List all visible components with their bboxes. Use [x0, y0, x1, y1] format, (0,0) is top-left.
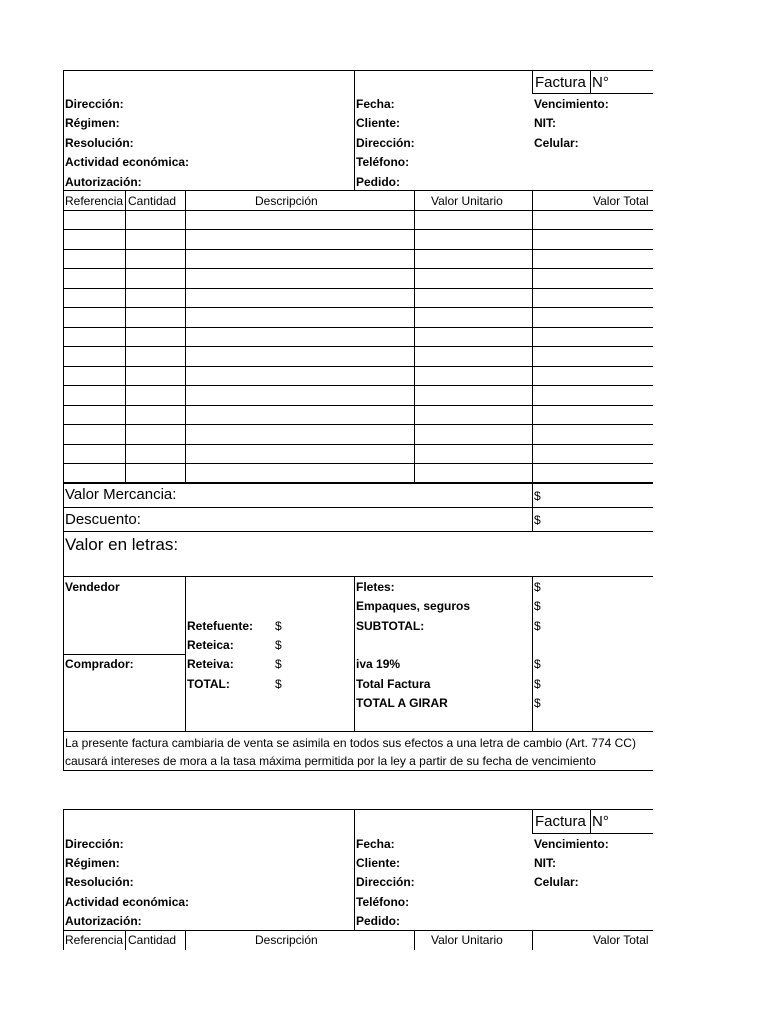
- table-row-line: [63, 463, 653, 464]
- field-nit: NIT:: [534, 856, 556, 870]
- factura-box-left: [532, 809, 533, 834]
- reteica-currency: $: [275, 638, 282, 652]
- form-left-border: [63, 70, 64, 770]
- field-pedido: Pedido:: [356, 175, 400, 189]
- field-autorizacion: Autorización:: [65, 175, 142, 189]
- descuento-currency: $: [534, 513, 541, 527]
- factura-label: Factura: [535, 813, 586, 830]
- reteica-label: Reteica:: [187, 638, 234, 652]
- factura-label: Factura: [535, 74, 586, 91]
- field-direccion-emisor: Dirección:: [65, 837, 124, 851]
- table-row-line: [63, 229, 653, 230]
- factura-box-divider: [590, 809, 591, 834]
- field-autorizacion: Autorización:: [65, 914, 142, 928]
- col-header-referencia: Referencia: [65, 194, 124, 208]
- field-resolucion: Resolución:: [65, 875, 134, 889]
- table-row-line: [63, 444, 653, 445]
- col-header-valor-total: Valor Total: [593, 194, 649, 208]
- empaques-label: Empaques, seguros: [356, 599, 471, 613]
- retefuente-currency: $: [275, 619, 282, 633]
- table-column-line: [185, 190, 186, 482]
- fletes-currency: $: [534, 580, 541, 594]
- comprador-label: Comprador:: [65, 657, 134, 671]
- table-header-top-border: [63, 190, 653, 191]
- col-header-valor-unitario: Valor Unitario: [431, 933, 503, 947]
- field-fecha: Fecha:: [356, 97, 395, 111]
- fletes-label: Fletes:: [356, 580, 395, 594]
- col-header-descripcion: Descripción: [255, 933, 318, 947]
- legal-line-1: La presente factura cambiaria de venta se asimila en todos sus efectos a una letra de cambio (Art. 774 CC): [65, 736, 636, 750]
- total-retenciones-currency: $: [275, 677, 282, 691]
- table-row-line: [63, 307, 653, 308]
- col-header-valor-total: Valor Total: [593, 933, 649, 947]
- field-vencimiento: Vencimiento:: [534, 97, 609, 111]
- valor-mercancia-label: Valor Mercancia:: [65, 486, 177, 503]
- field-cliente: Cliente:: [356, 116, 401, 130]
- field-fecha: Fecha:: [356, 837, 395, 851]
- legal-notice: [64, 732, 653, 770]
- empaques-currency: $: [534, 599, 541, 613]
- factura-box-left: [532, 70, 533, 94]
- field-actividad-economica: Actividad económica:: [65, 155, 190, 169]
- bottom-divider-middle: [354, 576, 355, 731]
- field-direccion-cliente: Dirección:: [356, 136, 415, 150]
- factura-number-label: N°: [592, 74, 609, 91]
- total-factura-label: Total Factura: [356, 677, 431, 691]
- col-divider-2: [185, 930, 186, 950]
- field-vencimiento: Vencimiento:: [534, 837, 609, 851]
- field-direccion-cliente: Dirección:: [356, 875, 415, 889]
- descuento-bottom-border: [63, 531, 653, 532]
- col-header-cantidad: Cantidad: [128, 194, 177, 208]
- header-top-border: [63, 809, 653, 810]
- mercancia-top-border: [63, 482, 653, 483]
- reteiva-label: Reteiva:: [187, 657, 234, 671]
- vendedor-bottom-border: [63, 654, 185, 655]
- col-divider-1: [125, 930, 126, 950]
- field-celular: Celular:: [534, 136, 579, 150]
- total-retenciones-label: TOTAL:: [187, 677, 230, 691]
- field-telefono: Teléfono:: [356, 895, 410, 909]
- field-regimen: Régimen:: [65, 856, 120, 870]
- reteiva-currency: $: [275, 657, 282, 671]
- table-row-line: [63, 249, 653, 250]
- table-row-line: [63, 346, 653, 347]
- table-row-line: [63, 366, 653, 367]
- col-header-cantidad: Cantidad: [128, 933, 177, 947]
- header-divider-middle: [354, 809, 355, 930]
- field-cliente: Cliente:: [356, 856, 401, 870]
- field-celular: Celular:: [534, 875, 579, 889]
- col-divider-4: [532, 930, 533, 950]
- field-direccion-emisor: Dirección:: [65, 97, 124, 111]
- table-row-line: [63, 385, 653, 386]
- table-header-top-border: [63, 930, 653, 931]
- col-header-valor-unitario: Valor Unitario: [431, 194, 503, 208]
- field-regimen: Régimen:: [65, 116, 120, 130]
- table-row-line: [63, 210, 653, 211]
- retefuente-label: Retefuente:: [187, 619, 254, 633]
- table-row-line: [63, 288, 653, 289]
- field-actividad-economica: Actividad económica:: [65, 895, 190, 909]
- descuento-label: Descuento:: [65, 511, 141, 528]
- col-header-descripcion: Descripción: [255, 194, 318, 208]
- legal-line-2: causará intereses de mora a la tasa máxima permitida por la ley a partir de su fecha de vencimiento: [65, 754, 596, 768]
- iva-currency: $: [534, 657, 541, 671]
- totals-divider: [532, 482, 533, 532]
- form-bottom-border: [63, 770, 653, 771]
- table-row-line: [63, 327, 653, 328]
- vendedor-label: Vendedor: [65, 580, 120, 594]
- subtotal-currency: $: [534, 619, 541, 633]
- header-divider-middle: [354, 70, 355, 191]
- bottom-divider-left: [185, 576, 186, 731]
- bottom-divider-right: [532, 576, 533, 731]
- subtotal-label: SUBTOTAL:: [356, 619, 425, 633]
- total-a-girar-currency: $: [534, 696, 541, 710]
- col-header-referencia: Referencia: [65, 933, 124, 947]
- table-row-line: [63, 405, 653, 406]
- field-pedido: Pedido:: [356, 914, 400, 928]
- letras-bottom-border: [63, 576, 653, 577]
- factura-number-label: N°: [592, 813, 609, 830]
- factura-box-divider: [590, 70, 591, 94]
- mercancia-bottom-border: [63, 507, 653, 508]
- iva-label: iva 19%: [356, 657, 401, 671]
- total-factura-currency: $: [534, 677, 541, 691]
- valor-en-letras-label: Valor en letras:: [65, 535, 179, 554]
- table-row-line: [63, 268, 653, 269]
- factura-box-bottom: [532, 833, 653, 834]
- table-column-line: [125, 190, 126, 482]
- valor-mercancia-currency: $: [534, 489, 541, 503]
- table-row-line: [63, 424, 653, 425]
- table-row-line: [63, 483, 653, 484]
- factura-box-bottom: [532, 93, 653, 94]
- table-column-line: [414, 190, 415, 482]
- col-divider-3: [414, 930, 415, 950]
- table-column-line: [532, 190, 533, 482]
- field-nit: NIT:: [534, 116, 556, 130]
- header-top-border: [63, 70, 653, 71]
- field-telefono: Teléfono:: [356, 155, 410, 169]
- field-resolucion: Resolución:: [65, 136, 134, 150]
- form-left-border: [63, 809, 64, 950]
- total-a-girar-label: TOTAL A GIRAR: [356, 696, 448, 710]
